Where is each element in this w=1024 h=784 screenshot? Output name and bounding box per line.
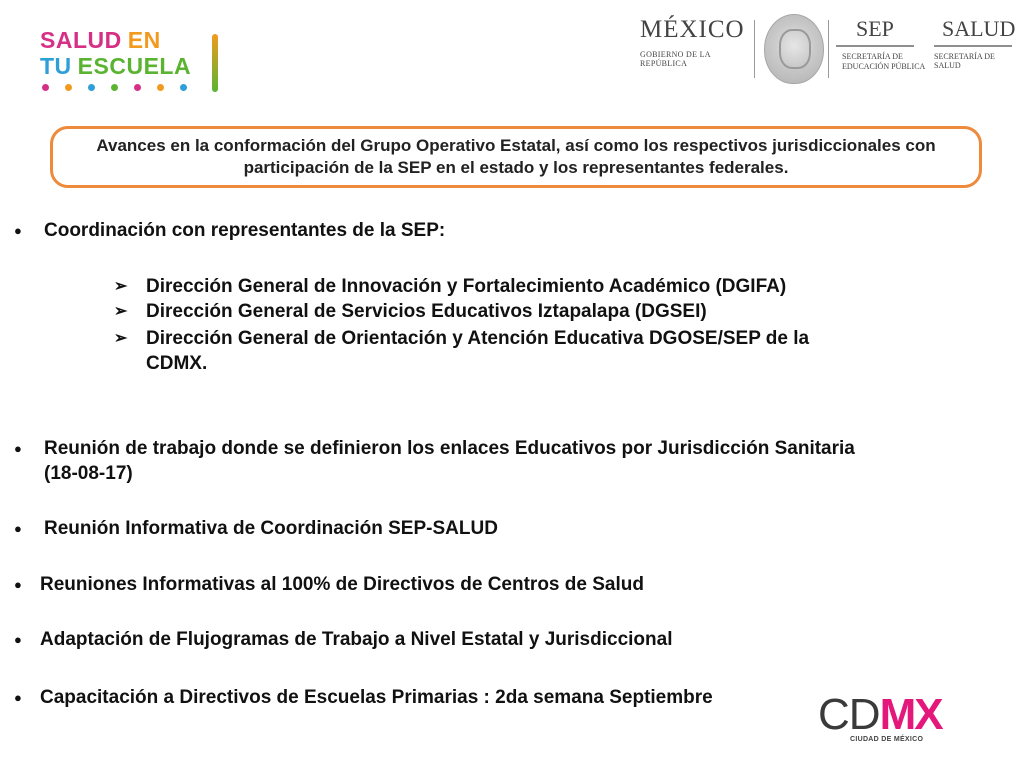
bullet-text-line-1: Reunión de trabajo donde se definieron los enlaces Educativos por Jurisdicción Sanitaria xyxy=(44,438,855,459)
logo-line-2 xyxy=(40,54,191,78)
bullet-reunion-informativa xyxy=(14,516,498,541)
bullet-capacitacion xyxy=(14,685,713,710)
sub-bullet-text: Dirección General de Servicios Educativos Iztapalapa (DGSEI) xyxy=(146,301,707,322)
arrow-bullet-icon: ➢ xyxy=(114,303,128,320)
logo-dot xyxy=(111,84,118,91)
sep-logo xyxy=(836,16,926,86)
sub-bullet-dgifa xyxy=(114,274,786,299)
sub-bullet-text-line-2: CDMX. xyxy=(146,353,208,374)
logo-line-1 xyxy=(40,28,161,52)
salud-wordmark: SALUD xyxy=(942,16,1016,41)
cdmx-subtitle: CIUDAD DE MÉXICO xyxy=(850,736,924,743)
salud-subtitle: SECRETARÍA DE SALUD xyxy=(934,52,995,70)
mexico-wordmark: MÉXICO xyxy=(640,16,745,43)
bullet-dot-icon: ● xyxy=(14,223,22,238)
logo-dot xyxy=(88,84,95,91)
logo-dots xyxy=(42,84,187,91)
slide-title-box xyxy=(50,126,982,188)
sub-bullet-text: Dirección General de Innovación y Fortalecimiento Académico (DGIFA) xyxy=(146,276,787,297)
bullet-adaptacion-flujogramas xyxy=(14,627,672,652)
gobierno-mexico-logo xyxy=(640,16,750,86)
bullet-dot-icon: ● xyxy=(14,521,22,536)
bullet-dot-icon: ● xyxy=(14,577,22,592)
salud-logo xyxy=(934,16,1020,86)
bullet-text: Reunión Informativa de Coordinación SEP-SALUD xyxy=(44,518,498,539)
logo-dot xyxy=(157,84,164,91)
sub-bullet-dgose xyxy=(114,326,809,376)
logo-dot xyxy=(42,84,49,91)
bullet-reunion-trabajo xyxy=(14,436,855,486)
sep-rule xyxy=(836,45,914,47)
logo-word-salud: SALUD xyxy=(40,27,122,53)
logo-word-escuela: ESCUELA xyxy=(77,53,192,79)
arrow-bullet-icon: ➢ xyxy=(114,278,128,295)
bullet-text-line-2: (18-08-17) xyxy=(44,463,133,484)
salud-rule xyxy=(934,45,1012,47)
sub-bullet-dgsei xyxy=(114,299,707,324)
header-divider xyxy=(754,20,755,78)
bullet-reuniones-directivos xyxy=(14,572,644,597)
bullet-dot-icon: ● xyxy=(14,690,22,705)
sub-bullet-text-line-1: Dirección General de Orientación y Atención Educativa DGOSE/SEP de la xyxy=(146,328,810,349)
bullet-text: Capacitación a Directivos de Escuelas Primarias : 2da semana Septiembre xyxy=(40,687,713,708)
bullet-dot-icon: ● xyxy=(14,441,22,456)
bullet-text: Coordinación con representantes de la SEP: xyxy=(44,220,446,241)
cdmx-wordmark-cd: CD xyxy=(818,690,880,739)
cdmx-wordmark-mx: MX xyxy=(879,690,942,739)
logo-dot xyxy=(65,84,72,91)
bullet-coordinacion xyxy=(14,218,445,243)
logo-accent-bar xyxy=(212,34,218,92)
bullet-text: Reuniones Informativas al 100% de Directivos de Centros de Salud xyxy=(40,574,644,595)
cdmx-logo xyxy=(818,690,948,750)
arrow-bullet-icon: ➢ xyxy=(114,330,128,347)
logo-dot xyxy=(180,84,187,91)
logo-dot xyxy=(134,84,141,91)
slide-title: Avances en la conformación del Grupo Operativo Estatal, así como los respectivos jurisdiccionales con participación de la SEP en el estado y los representantes federales. xyxy=(96,136,936,177)
sep-subtitle-2: EDUCACIÓN PÚBLICA xyxy=(842,62,926,71)
mexico-subtitle: GOBIERNO DE LA REPÚBLICA xyxy=(640,50,711,68)
national-seal-icon xyxy=(764,14,824,84)
bullet-dot-icon: ● xyxy=(14,632,22,647)
salud-en-tu-escuela-logo xyxy=(40,28,230,98)
header-divider xyxy=(828,20,829,78)
logo-word-en: EN xyxy=(127,27,161,53)
sep-subtitle-1: SECRETARÍA DE xyxy=(842,52,903,61)
sep-wordmark: SEP xyxy=(856,16,894,41)
bullet-text: Adaptación de Flujogramas de Trabajo a Nivel Estatal y Jurisdiccional xyxy=(40,629,673,650)
logo-word-tu: TU xyxy=(40,53,72,79)
